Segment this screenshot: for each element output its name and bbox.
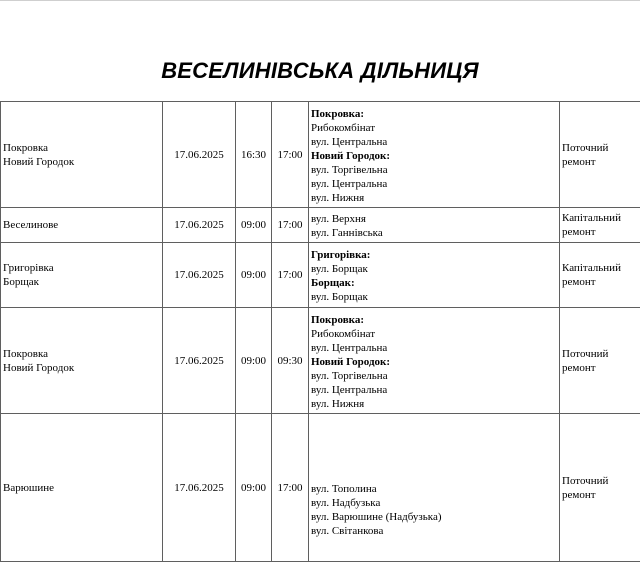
settlement-heading: Покровка: xyxy=(311,313,557,327)
date-cell: 17.06.2025 xyxy=(163,414,236,562)
street-name: вул. Центральна xyxy=(311,135,557,149)
work-type-text: Капітальний xyxy=(562,261,638,275)
streets-cell xyxy=(309,308,560,414)
settlement-name: Новий Городок xyxy=(3,361,160,375)
end-time-cell: 17:00 xyxy=(272,208,309,243)
page-title: ВЕСЕЛИНІВСЬКА ДІЛЬНИЦЯ xyxy=(0,58,640,84)
street-name: вул. Торгівельна xyxy=(311,163,557,177)
table-row xyxy=(1,308,640,414)
end-time-cell: 17:00 xyxy=(272,243,309,308)
street-name: вул. Центральна xyxy=(311,341,557,355)
settlement-heading: Покровка: xyxy=(311,107,557,121)
settlement-cell xyxy=(1,308,163,414)
street-name: вул. Ганнівська xyxy=(311,226,557,240)
end-time-cell: 17:00 xyxy=(272,102,309,208)
date-cell: 17.06.2025 xyxy=(163,102,236,208)
start-time-cell: 09:00 xyxy=(236,243,272,308)
table-row xyxy=(1,102,640,208)
start-time-cell: 09:00 xyxy=(236,414,272,562)
street-name: Рибокомбінат xyxy=(311,327,557,341)
end-time-cell: 09:30 xyxy=(272,308,309,414)
settlement-name: Борщак xyxy=(3,275,160,289)
work-type-text: Поточний xyxy=(562,474,638,488)
settlement-cell xyxy=(1,208,163,243)
work-type-text: ремонт xyxy=(562,361,638,375)
streets-cell xyxy=(309,102,560,208)
street-name: вул. Варюшине (Надбузька) xyxy=(311,510,557,524)
settlement-name: Веселинове xyxy=(3,218,160,232)
street-name: вул. Борщак xyxy=(311,290,557,304)
work-type-cell xyxy=(560,414,640,562)
street-name: вул. Нижня xyxy=(311,191,557,205)
date-cell: 17.06.2025 xyxy=(163,208,236,243)
table-row xyxy=(1,243,640,308)
street-name: вул. Світанкова xyxy=(311,524,557,538)
work-type-text: ремонт xyxy=(562,225,638,239)
streets-cell xyxy=(309,208,560,243)
street-name: вул. Борщак xyxy=(311,262,557,276)
settlement-name: Покровка xyxy=(3,141,160,155)
table-row xyxy=(1,414,640,562)
work-type-cell xyxy=(560,102,640,208)
work-type-text: ремонт xyxy=(562,155,638,169)
end-time-cell: 17:00 xyxy=(272,414,309,562)
street-name: вул. Нижня xyxy=(311,397,557,411)
streets-cell xyxy=(309,414,560,562)
work-type-text: Поточний xyxy=(562,141,638,155)
start-time-cell: 09:00 xyxy=(236,308,272,414)
start-time-cell: 09:00 xyxy=(236,208,272,243)
settlement-cell xyxy=(1,243,163,308)
work-type-cell xyxy=(560,308,640,414)
settlement-cell xyxy=(1,102,163,208)
street-name: вул. Торгівельна xyxy=(311,369,557,383)
work-type-text: Капітальний xyxy=(562,211,638,225)
start-time-cell: 16:30 xyxy=(236,102,272,208)
table-row xyxy=(1,208,640,243)
date-cell: 17.06.2025 xyxy=(163,308,236,414)
street-name: вул. Надбузька xyxy=(311,496,557,510)
street-name: вул. Верхня xyxy=(311,212,557,226)
street-name: вул. Тополина xyxy=(311,482,557,496)
street-name: Рибокомбінат xyxy=(311,121,557,135)
date-cell: 17.06.2025 xyxy=(163,243,236,308)
settlement-heading: Новий Городок: xyxy=(311,149,557,163)
settlement-heading: Новий Городок: xyxy=(311,355,557,369)
work-type-cell xyxy=(560,208,640,243)
settlement-name: Новий Городок xyxy=(3,155,160,169)
top-divider xyxy=(0,0,640,1)
settlement-heading: Борщак: xyxy=(311,276,557,290)
settlement-cell xyxy=(1,414,163,562)
settlement-heading: Григорівка: xyxy=(311,248,557,262)
streets-cell xyxy=(309,243,560,308)
table-body xyxy=(1,102,640,562)
settlement-name: Григорівка xyxy=(3,261,160,275)
settlement-name: Варюшине xyxy=(3,481,160,495)
work-type-text: ремонт xyxy=(562,275,638,289)
outage-schedule-table xyxy=(0,101,640,562)
work-type-cell xyxy=(560,243,640,308)
street-name: вул. Центральна xyxy=(311,177,557,191)
street-name: вул. Центральна xyxy=(311,383,557,397)
work-type-text: Поточний xyxy=(562,347,638,361)
settlement-name: Покровка xyxy=(3,347,160,361)
work-type-text: ремонт xyxy=(562,488,638,502)
